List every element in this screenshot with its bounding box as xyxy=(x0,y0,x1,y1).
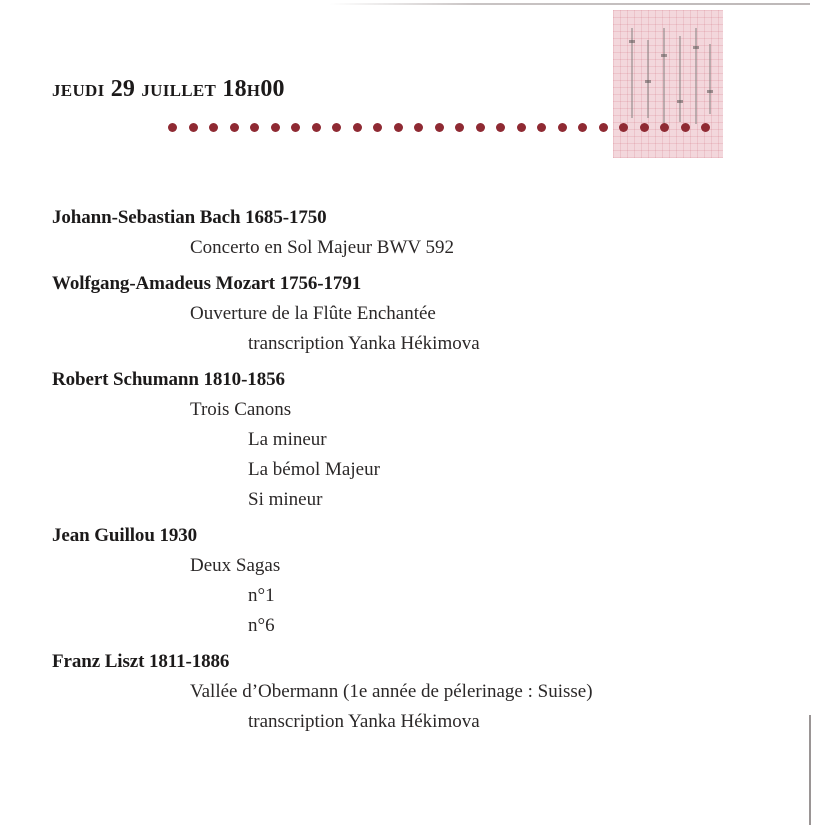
divider-dot xyxy=(209,123,218,132)
divider-dot xyxy=(353,123,362,132)
divider-dot xyxy=(496,123,505,132)
work-subline: La mineur xyxy=(248,429,327,450)
divider-dot xyxy=(455,123,464,132)
composer-heading: Franz Liszt 1811-1886 xyxy=(52,651,230,672)
work-title: Concerto en Sol Majeur BWV 592 xyxy=(190,237,455,258)
time-separator: H xyxy=(246,81,261,100)
decorative-stamp-image xyxy=(613,10,723,158)
divider-dot xyxy=(250,123,259,132)
date-number: 29 xyxy=(110,76,136,102)
day-label: JEUDI xyxy=(52,81,105,100)
divider-dot xyxy=(681,123,690,132)
divider-dot xyxy=(435,123,444,132)
work-title: Deux Sagas xyxy=(190,555,281,576)
dotted-divider xyxy=(168,119,733,133)
work-title: Ouverture de la Flûte Enchantée xyxy=(190,303,436,324)
divider-dot xyxy=(312,123,321,132)
month-label: JUILLET xyxy=(141,81,217,100)
divider-dot xyxy=(189,123,198,132)
work-subline: n°6 xyxy=(248,615,275,636)
composer-heading: Jean Guillou 1930 xyxy=(52,525,198,546)
divider-dot xyxy=(578,123,587,132)
work-subline: La bémol Majeur xyxy=(248,459,380,480)
divider-dot xyxy=(517,123,526,132)
divider-dot xyxy=(168,123,177,132)
composer-heading: Robert Schumann 1810-1856 xyxy=(52,369,285,390)
divider-dot xyxy=(619,123,628,132)
divider-dot xyxy=(640,123,649,132)
work-subline: transcription Yanka Hékimova xyxy=(248,333,480,354)
composer-heading: Johann-Sebastian Bach 1685-1750 xyxy=(52,207,327,228)
divider-dot xyxy=(476,123,485,132)
time-minutes: 00 xyxy=(260,76,285,102)
divider-dot xyxy=(291,123,300,132)
divider-dot xyxy=(332,123,341,132)
work-subline: transcription Yanka Hékimova xyxy=(248,711,480,732)
work-title: Trois Canons xyxy=(190,399,292,420)
divider-dot xyxy=(414,123,423,132)
divider-dot xyxy=(230,123,239,132)
divider-dot xyxy=(394,123,403,132)
divider-dot xyxy=(271,123,280,132)
work-subline: n°1 xyxy=(248,585,275,606)
divider-dot xyxy=(537,123,546,132)
composer-heading: Wolfgang-Amadeus Mozart 1756-1791 xyxy=(52,273,362,294)
divider-dot xyxy=(599,123,608,132)
top-rule xyxy=(330,3,810,5)
page-edge-line xyxy=(809,715,811,825)
divider-dot xyxy=(373,123,382,132)
concert-program xyxy=(52,203,792,737)
work-subline: Si mineur xyxy=(248,489,323,510)
divider-dot xyxy=(558,123,567,132)
time-hours: 18 xyxy=(222,76,247,102)
divider-dot xyxy=(701,123,710,132)
divider-dot xyxy=(660,123,669,132)
work-title: Vallée d’Obermann (1e année de pélerinage : Suisse) xyxy=(190,681,593,702)
concert-date-heading xyxy=(52,76,285,103)
